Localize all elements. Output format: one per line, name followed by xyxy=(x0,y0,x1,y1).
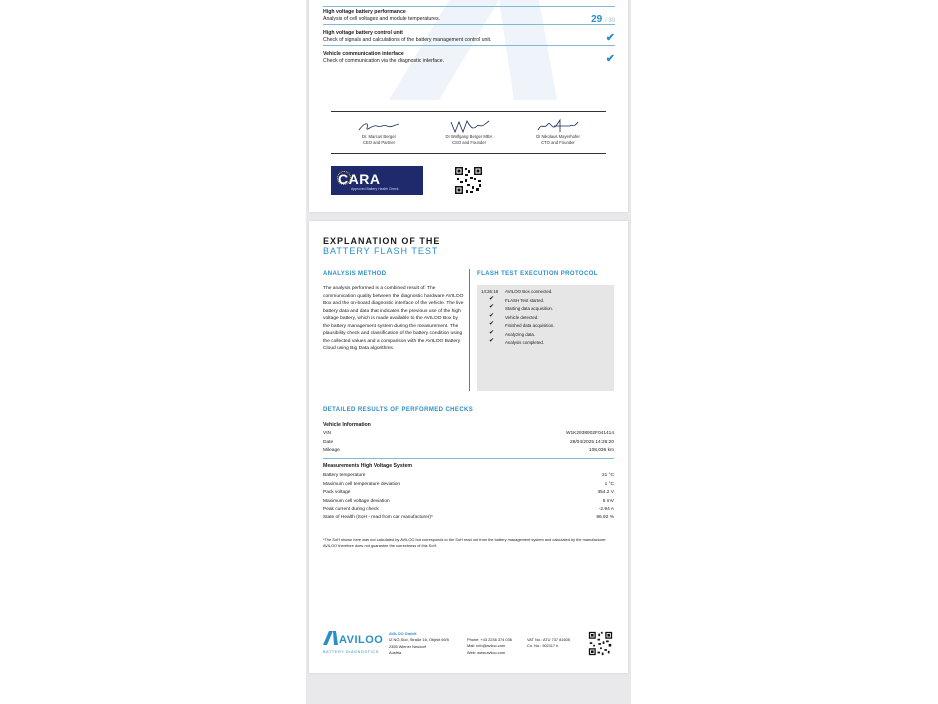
signatory-name: DI Wolfgang Berger MBA xyxy=(445,134,493,139)
score-value: 29 / 30 xyxy=(591,14,615,25)
measurements-heading: Measurements High Voltage System xyxy=(323,463,412,469)
protocol-heading: FLASH TEST EXECUTION PROTOCOL xyxy=(477,271,598,277)
page-title xyxy=(323,237,440,256)
analysis-method-text: The analysis performed is a combined result of: The communication quality between the diagnostic hardware AVILOO Box and the on-board diagnostic interface of the vehicle. The live battery data and data that indicates the previous use of the high voltage battery, which is made available to the AVILOO Box by the battery management system during the measurement. The plausibility check and classification of the battery condition using the collected values and a comparison with the AVILOO Battery Cloud using Big Data algorithms. xyxy=(323,286,464,351)
check-title: Vehicle communication interface xyxy=(323,51,404,57)
analysis-method-heading: ANALYSIS METHOD xyxy=(323,271,387,277)
signature-block-cso xyxy=(434,118,504,145)
checkmark-icon: ✔ xyxy=(489,312,495,319)
signatory-name: Dr. Marcus Berger xyxy=(362,134,396,139)
signature-image xyxy=(357,120,401,134)
column-divider xyxy=(469,269,470,391)
signature-image xyxy=(447,118,491,134)
brand-tagline: BATTERY DIAGNOSTICS xyxy=(323,650,379,654)
check-desc: Check of signals and calculations of the battery management control unit. xyxy=(323,37,492,43)
check-row-control-unit xyxy=(323,30,615,44)
signatory-name: DI Nikolaus Mayerhofer xyxy=(536,134,580,139)
cara-badge xyxy=(331,166,423,195)
checkmark-icon: ✔ xyxy=(605,53,615,65)
footer-registration: VAT No.: ATU 737 81605 Co. No.: 502117 h xyxy=(527,637,570,649)
detailed-results-heading: DETAILED RESULTS OF PERFORMED CHECKS xyxy=(323,407,474,413)
footer-contact: Phone: +43 2236 374 036 Mail: info@aviloo.com Web: www.aviloo.com xyxy=(467,637,512,655)
cut-off-row xyxy=(323,0,615,2)
title-line-1: EXPLANATION OF THE xyxy=(323,236,441,246)
qr-code-icon xyxy=(454,166,483,195)
check-row-communication xyxy=(323,51,615,65)
vehicle-info-heading: Vehicle Information xyxy=(323,422,371,428)
pdf-page-1 xyxy=(309,0,628,212)
page-footer xyxy=(323,631,615,661)
title-line-2: BATTERY FLASH TEST xyxy=(323,245,439,256)
signatory-role: CSO and Founder xyxy=(452,139,486,145)
checkmark-icon: ✔ xyxy=(489,321,495,327)
signature-bottom-rule xyxy=(331,153,606,154)
cara-subtitle: Approved Battery Health Check xyxy=(351,187,399,191)
footer-qr-code-icon xyxy=(588,631,613,656)
row-divider xyxy=(323,24,615,25)
checkmark-icon: ✔ xyxy=(489,304,495,310)
signatory-role: CTO and Founder xyxy=(541,139,575,145)
aviloo-logo-icon xyxy=(323,631,338,645)
row-divider xyxy=(323,45,615,46)
signature-image xyxy=(536,118,580,134)
aviloo-logo xyxy=(323,631,387,661)
signature-block-ceo xyxy=(344,120,414,145)
row-divider xyxy=(323,6,615,7)
brand-name: AVILOO xyxy=(339,634,384,646)
checkmark-icon: ✔ xyxy=(489,329,495,336)
signature-top-rule xyxy=(331,111,606,112)
check-title: High voltage battery performance xyxy=(323,9,406,15)
signature-block-cto xyxy=(523,118,593,145)
cut-off-text xyxy=(323,0,615,2)
cara-logo-text: CARA xyxy=(338,171,381,187)
protocol-box: 14:26:18 AVILOO Box connected. ✔ FLASH Test started. ✔ Starting data acquisition. ✔ Vehicle detected. ✔ Finished data acquisition. ✔ Analyzing data. ✔ Analysis completed. xyxy=(477,285,614,391)
soh-footnote: *The SoH shown here was not calculated by AVILOO but corresponds to the SoH read out from the battery management system and calculated by the manufacturer. AVILOO therefore does not guarantee the correctness of this SoH. xyxy=(323,537,607,548)
check-row-battery-performance xyxy=(323,9,615,23)
signatory-role: CEO and Partner xyxy=(362,139,396,145)
footer-address: AVILOO GmbH IZ NÖ-Süd, Straße 16, Objekt 69/5 2355 Wiener Neudorf Austria xyxy=(389,631,449,655)
checkmark-icon: ✔ xyxy=(489,338,495,344)
check-desc: Analysis of cell voltages and module temperatures. xyxy=(323,16,441,22)
checkmark-icon: ✔ xyxy=(489,295,495,302)
check-desc: Check of communication via the diagnostic interface. xyxy=(323,58,445,64)
pdf-page-2: EXPLANATION OF THE BATTERY FLASH TEST ANALYSIS METHOD The analysis performed is a combined result of: The communication quality between the diagnostic hardware AVILOO Box and the on-board diagnostic interface of the vehicle. The live battery data and data that indicates the previous use of the high voltage battery, which is made available to the AVILOO Box by the battery management system during the measurement. The plausibility check and classification of the battery condition using the collected values and a comparison with the AVILOO Battery Cloud using Big Data algorithms. FLASH TEST EXECUTION PROTOCOL 14:26:18 AVILOO Box connected. ✔ FLASH Test started. ✔ Starting data acquisition. ✔ Vehicle detected. ✔ Finished data acquisition. ✔ Analyzing data. ✔ Analysis completed. DETAILED RESULTS OF PERFORMED CHECKS Vehicle Information VIN W1K2938902F041414 Date 28/04/2025 14:26:20 Mileage 108,036 km Measurements High Voltage System Battery temperature 21 °C Maximum cell temperature deviation 1 °C Pack voltage 354.2 V Maximum cell voltage deviation 6 mV Peak current during check -2.94 A State of Health (SoH - read from car manufacturer)* 96.92 % *The SoH shown here was not calculated by AVILOO but corresponds to the SoH read out from the battery management system and calculated by the manufacturer. AVILOO therefore does not guarantee the correctness of this SoH. AVILOO BATTERY DIAGNOSTICS AVILOO GmbH IZ NÖ-Süd, Straße 16, Objekt 69/5 2355 Wiener Neudorf Austria Phone: +43 2236 374 036 Mail: info@aviloo.com Web: www.aviloo.com VAT No.: ATU 737 81605 Co. No.: 502117 h xyxy=(309,221,628,673)
checkmark-icon: ✔ xyxy=(605,32,615,44)
section-divider xyxy=(323,458,614,459)
check-title: High voltage battery control unit xyxy=(323,30,403,36)
